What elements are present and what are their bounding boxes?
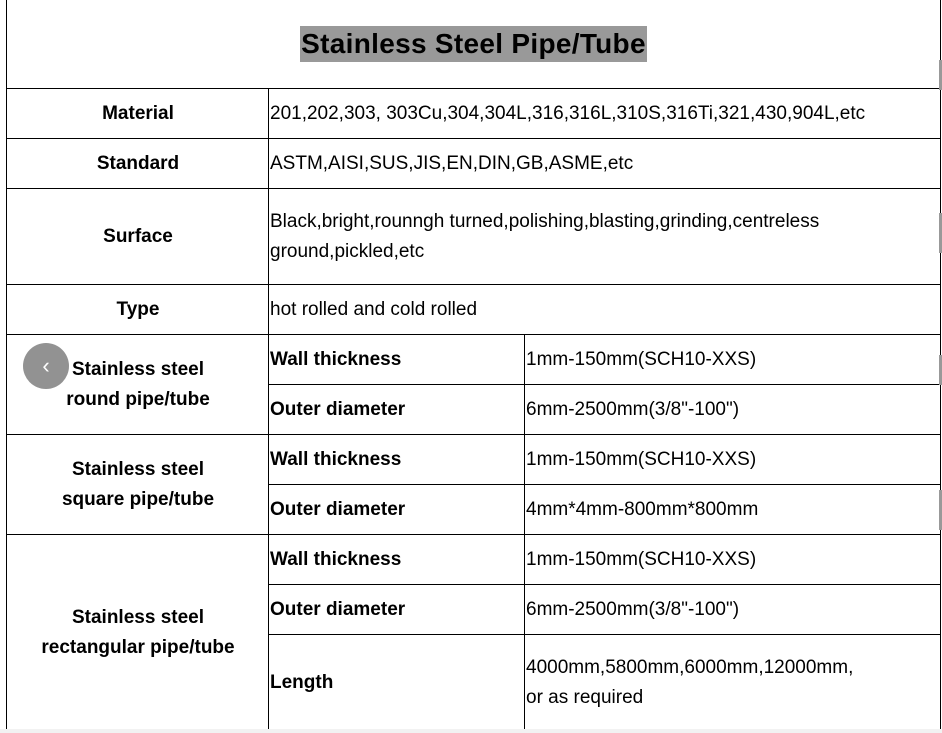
square-label-line1: Stainless steel	[71, 458, 205, 480]
square-od-label: Outer diameter	[269, 485, 525, 535]
bottom-strip	[0, 729, 942, 733]
table-row-material	[7, 89, 941, 139]
spec-table	[6, 88, 941, 731]
chevron-left-icon: ‹	[42, 353, 50, 378]
material-value: 201,202,303, 303Cu,304,304L,316,316L,310S,316Ti,321,430,904L,etc	[269, 89, 941, 139]
spec-table-container	[6, 0, 942, 733]
round-label-line2: round pipe/tube	[66, 388, 210, 410]
surface-label: Surface	[7, 189, 269, 285]
standard-value: ASTM,AISI,SUS,JIS,EN,DIN,GB,ASME,etc	[269, 139, 941, 189]
round-wall-value: 1mm-150mm(SCH10-XXS)	[525, 335, 941, 385]
material-label: Material	[7, 89, 269, 139]
rect-od-value: 6mm-2500mm(3/8"-100")	[525, 585, 941, 635]
round-od-label: Outer diameter	[269, 385, 525, 435]
type-value: hot rolled and cold rolled	[269, 285, 941, 335]
rect-od-label: Outer diameter	[269, 585, 525, 635]
rectangular-pipe-label	[7, 535, 269, 731]
square-od-value: 4mm*4mm-800mm*800mm	[525, 485, 941, 535]
round-wall-label: Wall thickness	[269, 335, 525, 385]
table-row-standard	[7, 139, 941, 189]
title-row	[6, 0, 941, 88]
surface-value-line2: ground,pickled,etc	[270, 240, 425, 262]
type-label: Type	[7, 285, 269, 335]
table-row-round-wall	[7, 335, 941, 385]
table-row-rect-wall	[7, 535, 941, 585]
rect-length-value	[525, 635, 941, 731]
surface-value	[269, 189, 941, 285]
rect-length-line1: 4000mm,5800mm,6000mm,12000mm,	[526, 656, 854, 678]
page-title: Stainless Steel Pipe/Tube	[300, 26, 647, 62]
table-row-type	[7, 285, 941, 335]
square-wall-value: 1mm-150mm(SCH10-XXS)	[525, 435, 941, 485]
rect-length-line2: or as required	[526, 686, 644, 708]
square-wall-label: Wall thickness	[269, 435, 525, 485]
rect-wall-value: 1mm-150mm(SCH10-XXS)	[525, 535, 941, 585]
standard-label: Standard	[7, 139, 269, 189]
rect-label-line2: rectangular pipe/tube	[41, 636, 235, 658]
table-row-square-wall	[7, 435, 941, 485]
round-label-line1: Stainless steel	[71, 358, 205, 380]
surface-value-line1: Black,bright,rounngh turned,polishing,blasting,grinding,centreless	[270, 210, 820, 232]
square-pipe-label	[7, 435, 269, 535]
rect-length-label: Length	[269, 635, 525, 731]
table-row-surface	[7, 189, 941, 285]
round-od-value: 6mm-2500mm(3/8"-100")	[525, 385, 941, 435]
rect-label-line1: Stainless steel	[71, 606, 205, 628]
carousel-prev-button[interactable]	[23, 343, 69, 389]
square-label-line2: square pipe/tube	[61, 488, 215, 510]
rect-wall-label: Wall thickness	[269, 535, 525, 585]
